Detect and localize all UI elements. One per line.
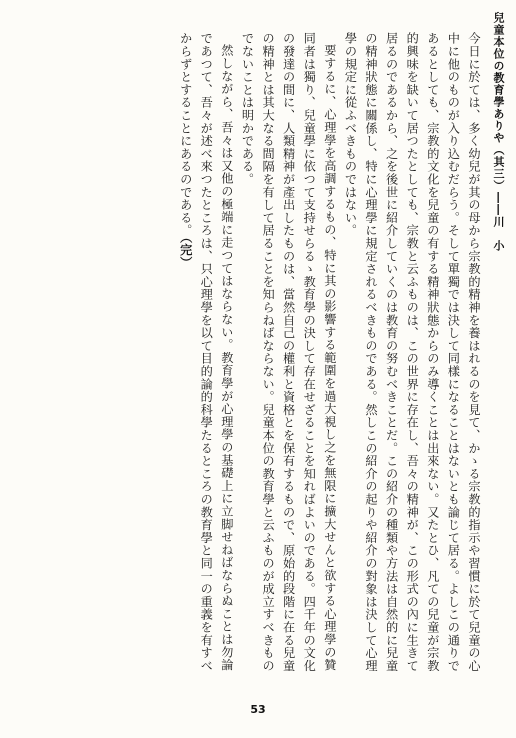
paragraph-3-text: 然しながら、吾々は又他の極端に走つてはならない。教育學が心理學の基礎上に立脚せねばならぬことは勿論であつて、吾々が述べ來つたところは、只心理學を以て目的論的科學たるところの教育學と同一の重義を有すべからずとすることにあるのである。 bbox=[178, 32, 234, 672]
page-number: 53 bbox=[250, 703, 266, 716]
running-head bbox=[490, 12, 506, 252]
paragraph-3 bbox=[175, 32, 237, 672]
closing-mark: （完） bbox=[178, 236, 193, 270]
running-head-dash: ―― bbox=[492, 192, 505, 216]
running-head-title: 兒童本位の教育學ありや（其三） bbox=[492, 12, 505, 192]
paragraph-2: 要するに、心理學を高調するもの、特に其の影響する範圍を過大視し之を無限に擴大せんと欲する心理學の贊同者は獨り、兒童學に依つて支持せらるゝ教育學の決して存在せざることを知ればよいのである。四千年の文化の發達の間に、人類精神が產出したものは、當然自己の權利と資格とを保有するもので、原始的段階に在る兒童の精神とは其大なる間隔を有して居ることを知らねばならない。兒童本位の教育學と云ふものが成立すべきものでないことは明かである。 bbox=[240, 32, 337, 672]
running-head-author: 川 小 bbox=[492, 216, 505, 252]
paragraph-1: 今日に於ては、多く幼兒が其の母から宗教的精神を養はれるのを見て、かゝる宗教的指示や習慣に於て兒童の心中に他のものが入り込むだらう。そして單獨では決して同樣になることはないとも論じて居る。よしこの通りであるとしても、宗教的文化を兒童の有する精神狀態からのみ導くことは出來ない。又たとひ、凡ての兒童が宗教的興味を缺いて居つたとしても、宗教と云ふものは、この世界に存在し、吾々の精神が、この形式の內に生きて居るのであるから、之を後世に紹介していくのは教育の努むべきことだ。この紹介の種類や方法は自然的に兒童の精神狀態に關係し、特に心理學に規定されるべきものである。然しこの紹介の起りや紹介の對象は決して心理學の規定に從ふべきものではない。 bbox=[343, 32, 481, 672]
body-text bbox=[14, 32, 484, 672]
